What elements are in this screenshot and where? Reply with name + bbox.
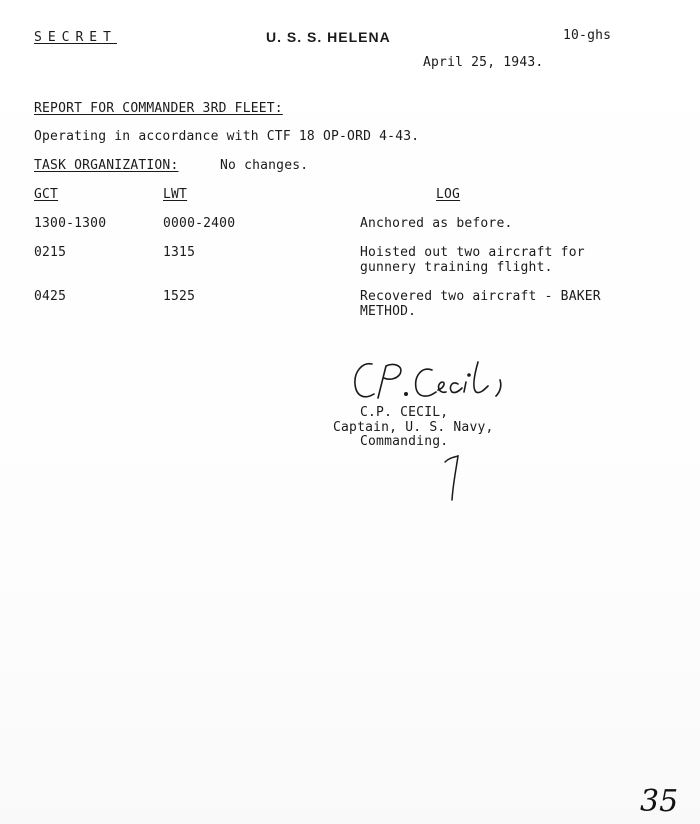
page-number: 35: [640, 784, 679, 819]
task-organization-value: No changes.: [220, 158, 309, 173]
log-row-2-entry-line2: gunnery training flight.: [360, 260, 553, 275]
log-row-1-entry: Anchored as before.: [360, 216, 513, 231]
column-header-log: LOG: [436, 187, 461, 202]
task-organization-label: TASK ORGANIZATION:: [34, 158, 179, 173]
log-row-2-lwt: 1315: [163, 245, 196, 260]
classification-label: SECRET: [34, 30, 117, 45]
reference-code: 10-ghs: [563, 28, 612, 43]
ship-name: U. S. S. HELENA: [266, 29, 391, 45]
signer-title: Captain, U. S. Navy,: [333, 420, 494, 435]
report-date: April 25, 1943.: [423, 55, 544, 70]
log-row-2-entry-line1: Hoisted out two aircraft for: [360, 245, 585, 260]
log-row-2-gct: 0215: [34, 245, 67, 260]
report-title: REPORT FOR COMMANDER 3RD FLEET:: [34, 101, 283, 116]
log-row-3-entry-line1: Recovered two aircraft - BAKER: [360, 289, 601, 304]
column-header-lwt: LWT: [163, 187, 188, 202]
column-header-gct: GCT: [34, 187, 59, 202]
handwritten-signature: [348, 358, 518, 410]
log-row-1-lwt: 0000-2400: [163, 216, 236, 231]
log-row-3-lwt: 1525: [163, 289, 196, 304]
signer-name: C.P. CECIL,: [360, 405, 449, 420]
signer-role: Commanding.: [360, 434, 449, 449]
handwritten-initial-mark: [440, 452, 464, 504]
log-row-3-gct: 0425: [34, 289, 67, 304]
log-row-1-gct: 1300-1300: [34, 216, 107, 231]
log-row-3-entry-line2: METHOD.: [360, 304, 417, 319]
operating-statement: Operating in accordance with CTF 18 OP-ORD 4-43.: [34, 129, 420, 144]
